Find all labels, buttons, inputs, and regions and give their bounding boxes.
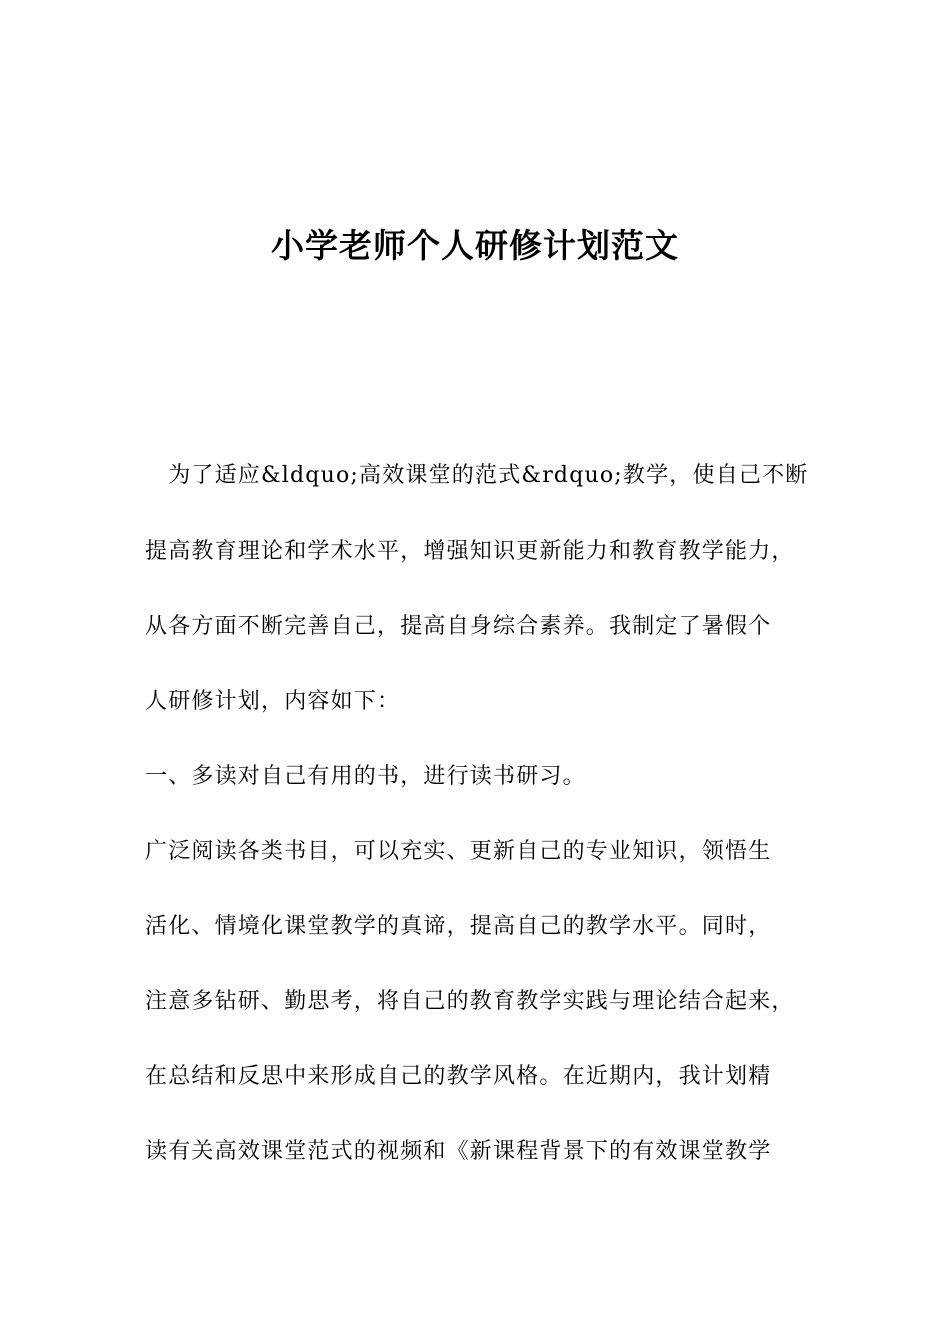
paragraph-line-2: 提高教育理论和学术水平，增强知识更新能力和教育教学能力， <box>145 539 795 564</box>
paragraph-line-4: 人研修计划，内容如下： <box>145 689 401 714</box>
paragraph-line-3: 从各方面不断完善自己，提高自身综合素养。我制定了暑假个 <box>145 614 772 639</box>
section-heading-1: 一、多读对自己有用的书，进行读书研习。 <box>145 764 586 789</box>
paragraph-line-5: 广泛阅读各类书目，可以充实、更新自己的专业知识，领悟生 <box>145 839 772 864</box>
document-title: 小学老师个人研修计划范文 <box>271 226 679 265</box>
paragraph-line-8: 在总结和反思中来形成自己的教学风格。在近期内，我计划精 <box>145 1064 772 1089</box>
paragraph-line-7: 注意多钻研、勤思考，将自己的教育教学实践与理论结合起来， <box>145 989 795 1014</box>
paragraph-line-1: 为了适应&ldquo;高效课堂的范式&rdquo;教学，使自己不断 <box>145 463 809 488</box>
paragraph-line-9: 读有关高效课堂范式的视频和《新课程背景下的有效课堂教学 <box>145 1139 772 1164</box>
paragraph-line-6: 活化、情境化课堂教学的真谛，提高自己的教学水平。同时， <box>145 914 772 939</box>
